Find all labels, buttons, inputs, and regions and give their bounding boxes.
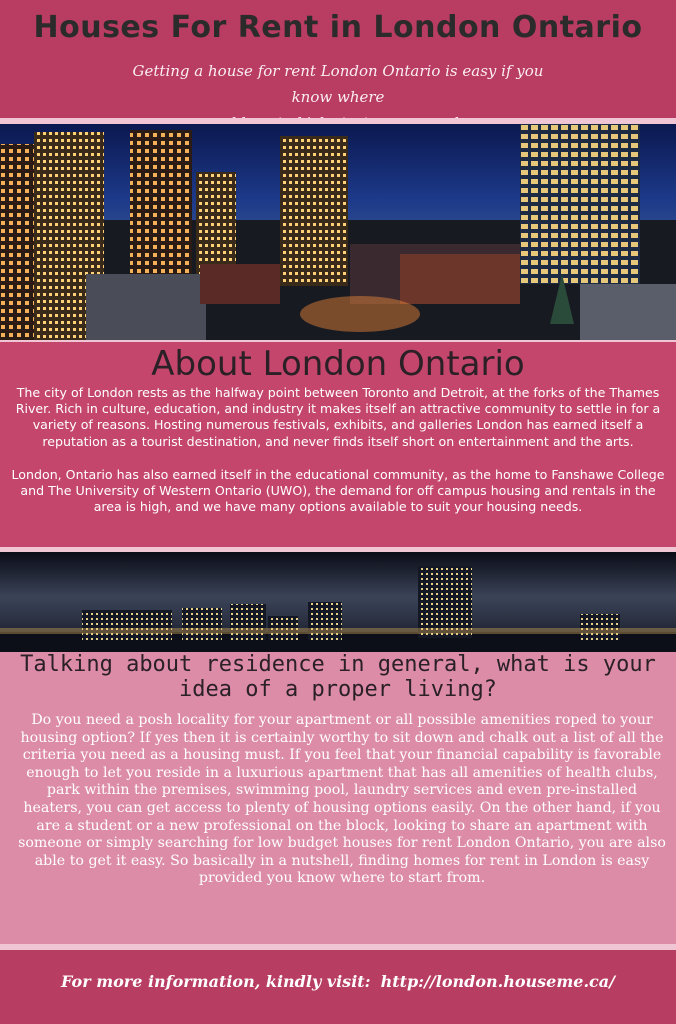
footer-label: For more information, kindly visit: <box>61 972 371 991</box>
about-paragraph-1: The city of London rests as the halfway point between Toronto and Detroit, at the forks of the Thames River. Rich in culture, education, and industry it makes itself an attractive community to settle in for a variety of reasons. Hosting numerous festivals, exhibits, and galleries London has earned itself a reputation as a tourist destination, and never finds itself short on entertainment and the arts. <box>15 385 661 449</box>
residence-body: Do you need a posh locality for your apartment or all possible amenities roped to your housing option? If yes then it is certainly worthy to sit down and chalk out a list of all the criteria you need as a housing must. If you feel that your financial capability is favorable enough to let you reside in a luxurious apartment that has all amenities of health clubs, park within the premises, swimming pool, laundry services and even pre-installed heaters, you can get access to plenty of housing options easily. On the other hand, if you are a student or a new professional on the block, looking to share an apartment with someone or simply searching for low budget houses for rent London Ontario, you are also able to get it easy. So basically in a nutshell, finding homes for rent in London is easy provided you know where to start from. <box>18 712 666 887</box>
city-skyline-photo-night <box>0 552 676 652</box>
about-text <box>6 385 670 532</box>
about-title: About London Ontario <box>151 344 525 384</box>
residence-title-line-2: idea of a proper living? <box>179 677 497 702</box>
footer-line <box>0 972 676 991</box>
tagline-line-1: Getting a house for rent London Ontario is easy if you know where <box>132 62 544 106</box>
footer <box>0 950 676 1024</box>
page-title: Houses For Rent in London Ontario <box>33 10 643 45</box>
about-paragraph-2: London, Ontario has also earned itself in the educational community, as the home to Fanshawe College and The University of Western Ontario (UWO), the demand for off campus housing and rentals in the area is high, and we have many options available to suit your housing needs. <box>11 466 665 515</box>
skyline-illustration <box>0 124 676 342</box>
residence-title-line-1: Talking about residence in general, what is your <box>20 652 656 677</box>
footer-link[interactable]: http://london.houseme.ca/ <box>380 972 615 991</box>
night-skyline-illustration <box>0 552 676 652</box>
about-section <box>0 342 676 548</box>
city-skyline-photo-dusk <box>0 124 676 342</box>
residence-section <box>0 652 676 945</box>
residence-title <box>0 652 676 702</box>
header <box>0 0 676 120</box>
